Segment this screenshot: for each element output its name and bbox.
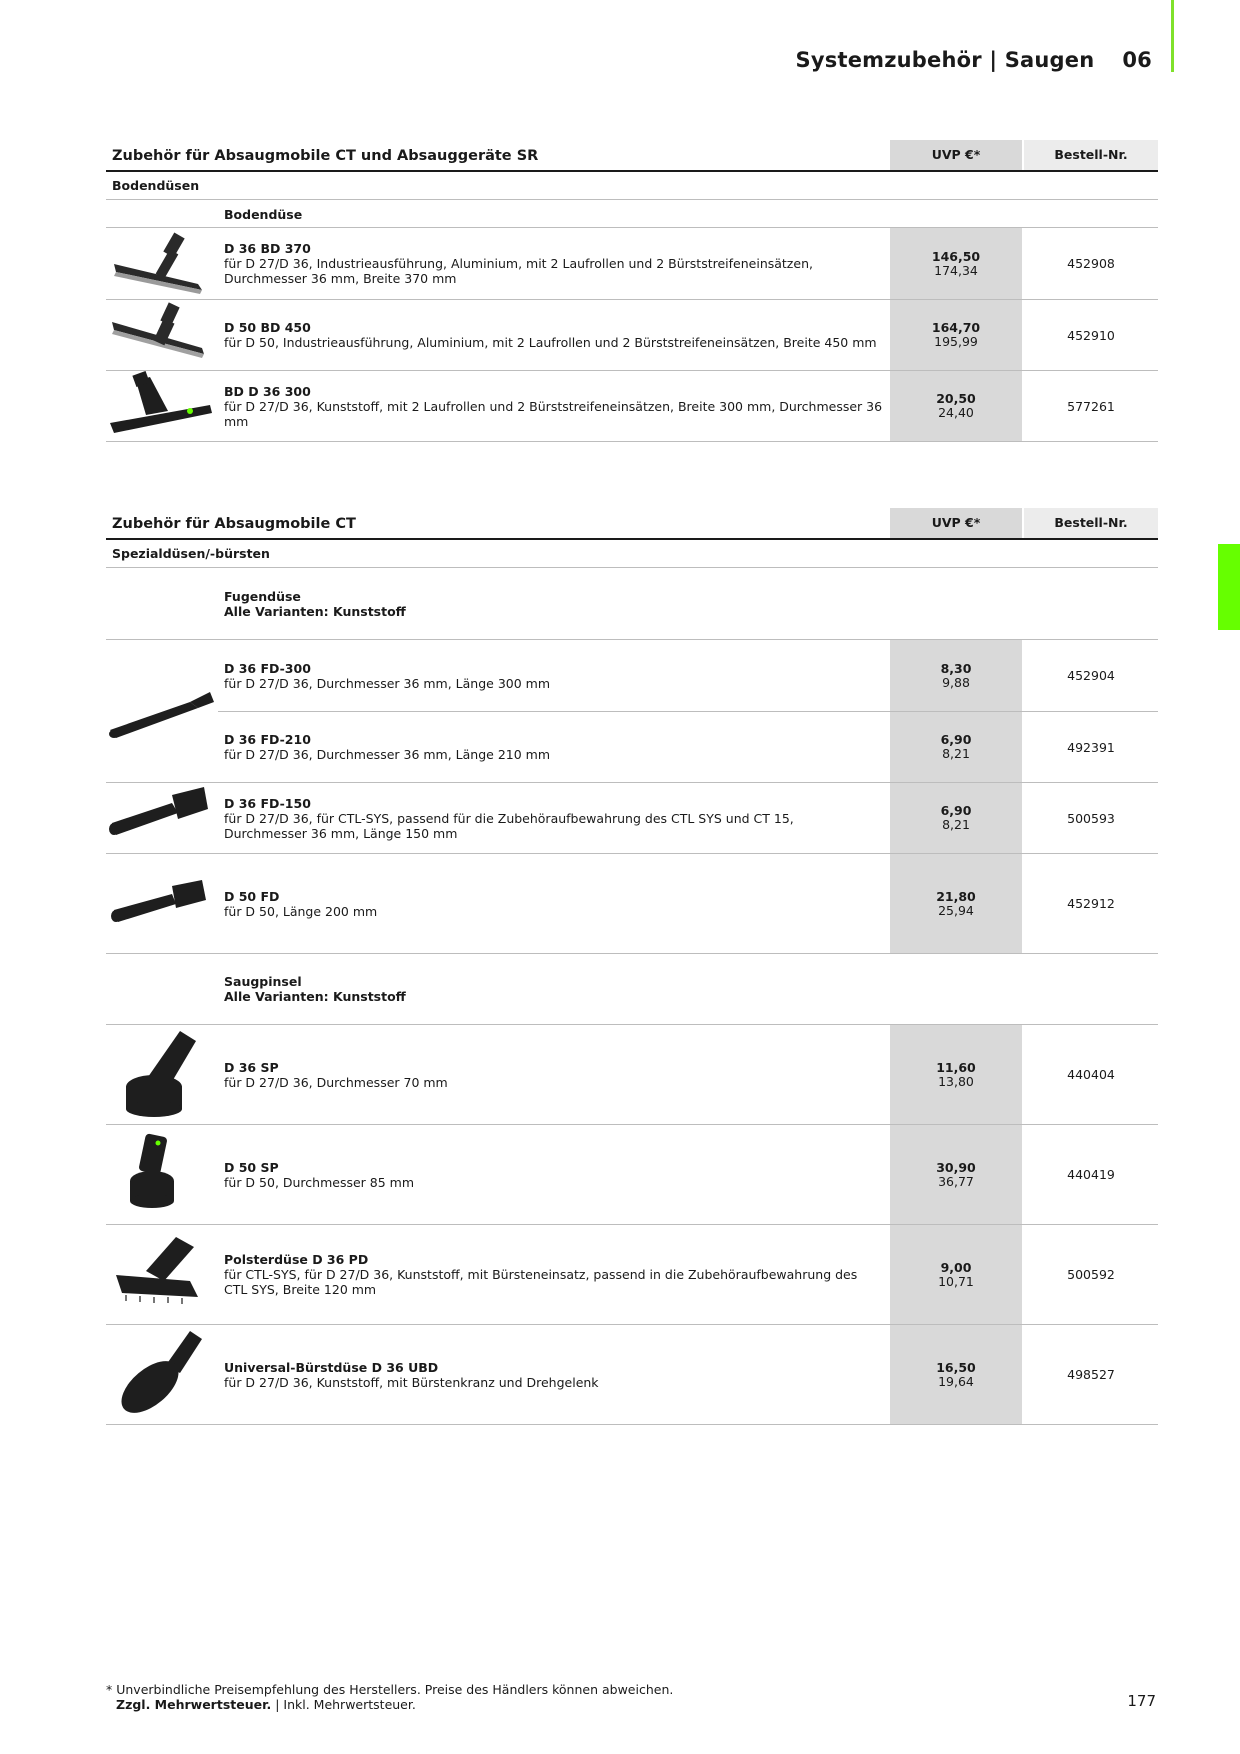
price-net: 164,70	[931, 320, 981, 335]
section-title: Zubehör für Absaugmobile CT	[112, 516, 356, 532]
product-description-2: Durchmesser 36 mm, Länge 150 mm	[224, 825, 458, 841]
price-net: 21,80	[936, 888, 976, 904]
suction-brush-icon	[106, 1025, 214, 1124]
product-description: für D 27/D 36, Durchmesser 36 mm, Länge 210 mm	[224, 747, 551, 762]
price-gross: 10,71	[938, 1273, 974, 1289]
product-name: D 50 FD	[224, 888, 280, 904]
product-description: für D 50, Durchmesser 85 mm	[224, 1174, 415, 1190]
price-gross: 8,21	[942, 817, 970, 832]
price-gross: 19,64	[938, 1373, 974, 1389]
group-header	[106, 568, 1158, 640]
order-number: 452912	[1067, 896, 1115, 911]
price-gross: 195,99	[934, 334, 978, 349]
price-net: 6,90	[940, 732, 972, 747]
floor-nozzle-plastic-icon	[106, 371, 214, 441]
order-column-header: Bestell-Nr.	[1024, 140, 1158, 170]
table-row	[106, 783, 1158, 854]
gross-price-legend: Inkl. Mehrwertsteuer.	[283, 1697, 416, 1712]
section-ct-sr	[106, 140, 1158, 442]
table-row	[106, 712, 1158, 783]
price-gross: 9,88	[942, 674, 970, 690]
price-net: 9,00	[940, 1259, 972, 1275]
price-net: 146,50	[931, 248, 981, 264]
suction-brush-icon	[106, 1125, 214, 1224]
net-price-legend: Zzgl. Mehrwertsteuer.	[116, 1697, 272, 1712]
price-disclaimer: * Unverbindliche Preisempfehlung des Herstellers. Preise des Händlers können abweichen.	[106, 1682, 674, 1697]
section-header	[106, 140, 1158, 172]
group-title: Bodendüse	[224, 207, 303, 222]
group-header	[106, 200, 1158, 228]
order-number: 500592	[1067, 1267, 1115, 1282]
product-description: für D 27/D 36, Kunststoff, mit 2 Laufrollen und 2 Bürststreifeneinsätzen, Breite 300 mm, Durchmesser 36 mm	[224, 398, 883, 429]
chapter-number: 06	[1122, 48, 1152, 72]
product-description: für D 27/D 36, Durchmesser 70 mm	[224, 1074, 448, 1090]
price-gross: 13,80	[938, 1073, 974, 1089]
table-row	[106, 854, 1158, 954]
product-description: für D 50, Industrieausführung, Aluminium, mit 2 Laufrollen und 2 Bürststreifeneinsätzen, Breite 450 mm	[224, 335, 877, 350]
order-number: 500593	[1067, 810, 1115, 826]
product-description: für D 27/D 36, Durchmesser 36 mm, Länge 300 mm	[224, 675, 551, 691]
chapter-tab-marker	[1218, 544, 1240, 630]
product-name: D 36 SP	[224, 1059, 279, 1075]
floor-nozzle-icon	[106, 300, 214, 370]
product-name: Universal-Bürstdüse D 36 UBD	[224, 1359, 439, 1375]
price-net: 16,50	[936, 1359, 976, 1375]
group-header	[106, 954, 1158, 1025]
product-name: Polsterdüse D 36 PD	[224, 1252, 369, 1267]
section-title: Zubehör für Absaugmobile CT und Absauggeräte SR	[112, 148, 539, 164]
section-ct	[106, 508, 1158, 1425]
crevice-nozzle-short-icon	[106, 783, 214, 853]
product-description: für D 50, Länge 200 mm	[224, 903, 378, 919]
uvp-column-header: UVP €*	[890, 508, 1022, 538]
product-name: BD D 36 300	[224, 383, 311, 399]
group-subtitle: Alle Varianten: Kunststoff	[224, 989, 406, 1004]
footer-note	[106, 1682, 673, 1712]
price-net: 11,60	[936, 1059, 976, 1075]
order-number: 452908	[1067, 256, 1115, 271]
product-name: D 36 FD-300	[224, 660, 311, 676]
price-net: 20,50	[936, 391, 976, 406]
order-number: 492391	[1067, 739, 1115, 755]
subheading: Bodendüsen	[106, 172, 1158, 200]
table-row	[106, 228, 1158, 300]
price-net: 30,90	[936, 1159, 976, 1175]
product-name: D 50 SP	[224, 1159, 279, 1175]
legend-separator: |	[271, 1697, 284, 1712]
table-row	[106, 1025, 1158, 1125]
table-row	[106, 371, 1158, 442]
price-net: 6,90	[940, 803, 972, 818]
price-gross: 25,94	[938, 902, 974, 918]
product-description: für D 27/D 36, Kunststoff, mit Bürstenkranz und Drehgelenk	[224, 1374, 599, 1390]
order-number: 498527	[1067, 1367, 1115, 1382]
table-row	[106, 1125, 1158, 1225]
product-description: für D 27/D 36, für CTL-SYS, passend für die Zubehöraufbewahrung des CTL SYS und CT 15,	[224, 810, 794, 826]
order-number: 452904	[1067, 668, 1115, 683]
group-subtitle: Alle Varianten: Kunststoff	[224, 604, 406, 619]
header-title: Systemzubehör | Saugen	[795, 48, 1095, 72]
order-number: 440419	[1067, 1167, 1115, 1182]
subheading: Spezialdüsen/-bürsten	[106, 540, 1158, 568]
group-title: Fugendüse	[224, 589, 301, 604]
uvp-column-header: UVP €*	[890, 140, 1022, 170]
price-gross: 36,77	[938, 1173, 974, 1189]
price-gross: 24,40	[938, 405, 974, 420]
page-header	[796, 48, 1152, 72]
header-accent-line	[1171, 0, 1174, 72]
universal-brush-icon	[106, 1325, 214, 1424]
price-gross: 8,21	[942, 746, 970, 761]
product-name: D 36 BD 370	[224, 241, 311, 256]
product-description: für CTL-SYS, für D 27/D 36, Kunststoff, mit Bürsteneinsatz, passend in die Zubehöraufbewahrung des	[224, 1267, 858, 1282]
floor-nozzle-icon	[106, 228, 214, 299]
product-description: für D 27/D 36, Industrieausführung, Aluminium, mit 2 Laufrollen und 2 Bürststreifeneinsätzen,	[224, 256, 813, 271]
price-net: 8,30	[940, 660, 972, 676]
group-title: Saugpinsel	[224, 974, 302, 989]
order-number: 440404	[1067, 1067, 1115, 1082]
product-name: D 36 FD-150	[224, 795, 311, 811]
upholstery-nozzle-icon	[106, 1225, 214, 1324]
crevice-nozzle-short-icon	[106, 854, 214, 953]
product-name: D 50 BD 450	[224, 320, 311, 335]
order-number: 452910	[1067, 327, 1115, 343]
order-number: 577261	[1067, 398, 1115, 414]
product-name: D 36 FD-210	[224, 732, 311, 747]
product-description-2: Durchmesser 36 mm, Breite 370 mm	[224, 271, 457, 286]
table-row	[106, 300, 1158, 371]
product-description-2: CTL SYS, Breite 120 mm	[224, 1282, 377, 1297]
table-row	[106, 1325, 1158, 1425]
table-row	[106, 1225, 1158, 1325]
price-gross: 174,34	[934, 262, 978, 278]
page-number: 177	[1127, 1692, 1156, 1710]
order-column-header: Bestell-Nr.	[1024, 508, 1158, 538]
section-header	[106, 508, 1158, 540]
table-row	[106, 640, 1158, 711]
